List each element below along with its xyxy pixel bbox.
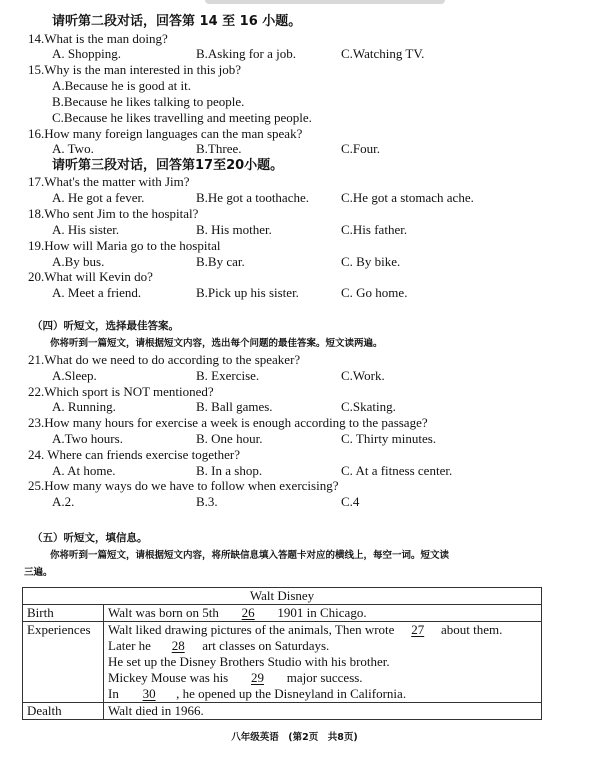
question-23: 23.How many hours for exercise a week is enough according to the passage? bbox=[28, 415, 428, 430]
q22-option-b: B. Ball games. bbox=[196, 399, 273, 414]
death-text: Walt died in 1966. bbox=[104, 703, 542, 720]
q22-option-a: A. Running. bbox=[52, 399, 116, 414]
q18-option-a: A. His sister. bbox=[52, 222, 120, 237]
q20-option-c: C. Go home. bbox=[341, 285, 408, 300]
q24-option-a: A. At home. bbox=[52, 463, 116, 478]
table-title-row bbox=[23, 588, 542, 605]
q15-option-b: B.Because he likes talking to people. bbox=[52, 94, 245, 109]
q19-option-a: A.By bus. bbox=[52, 254, 105, 269]
top-edge-bar bbox=[205, 0, 445, 4]
section4-instruction: 你将听到一篇短文，请根据短文内容，选出每个问题的最佳答案。短文读两遍。 bbox=[50, 338, 383, 349]
experiences-line-5 bbox=[108, 686, 537, 702]
blank-29: 29 bbox=[251, 670, 264, 685]
q24-option-b: B. In a shop. bbox=[196, 463, 263, 478]
section5-title: （五）听短文，填信息。 bbox=[32, 532, 148, 544]
q25-option-c: C.4 bbox=[341, 494, 360, 509]
birth-label: Birth bbox=[23, 605, 104, 622]
q19-option-b: B.By car. bbox=[196, 254, 245, 269]
experiences-line-3: He set up the Disney Brothers Studio with his brother. bbox=[108, 654, 390, 669]
question-15: 15.Why is the man interested in this job? bbox=[28, 62, 242, 77]
death-row bbox=[23, 703, 542, 720]
section5-instruction-line2: 三遍。 bbox=[24, 567, 53, 578]
experiences-cell bbox=[104, 622, 542, 703]
q14-option-a: A. Shopping. bbox=[52, 46, 121, 61]
page-footer: 八年级英语 (第2页 共8页) bbox=[231, 732, 358, 743]
question-25: 25.How many ways do we have to follow when exercising? bbox=[28, 478, 339, 493]
exp1-text-pre: Walt liked drawing pictures of the animals, Then wrote bbox=[108, 622, 395, 637]
experiences-row bbox=[23, 622, 542, 703]
question-21: 21.What do we need to do according to the speaker? bbox=[28, 352, 301, 367]
q20-option-b: B.Pick up his sister. bbox=[196, 285, 299, 300]
experiences-line-1 bbox=[108, 622, 537, 638]
q17-option-a: A. He got a fever. bbox=[52, 190, 145, 205]
experiences-label: Experiences bbox=[23, 622, 104, 703]
q23-option-c: C. Thirty minutes. bbox=[341, 431, 437, 446]
question-17: 17.What's the matter with Jim? bbox=[28, 174, 190, 189]
q14-option-b: B.Asking for a job. bbox=[196, 46, 297, 61]
experiences-line-4 bbox=[108, 670, 537, 686]
experiences-line-2 bbox=[108, 638, 537, 654]
q15-option-a: A.Because he is good at it. bbox=[52, 78, 191, 93]
q19-option-c: C. By bike. bbox=[341, 254, 401, 269]
birth-text-post: 1901 in Chicago. bbox=[277, 605, 367, 620]
question-22: 22.Which sport is NOT mentioned? bbox=[28, 384, 214, 399]
birth-cell bbox=[104, 605, 542, 622]
q21-option-a: A.Sleep. bbox=[52, 368, 97, 383]
q18-option-b: B. His mother. bbox=[196, 222, 272, 237]
blank-27: 27 bbox=[411, 622, 425, 637]
blank-26: 26 bbox=[241, 605, 255, 620]
blank-28: 28 bbox=[171, 638, 185, 653]
table-title: Walt Disney bbox=[23, 588, 542, 605]
section4-title: （四）听短文，选择最佳答案。 bbox=[32, 320, 179, 332]
q23-option-b: B. One hour. bbox=[196, 431, 263, 446]
q17-option-b: B.He got a toothache. bbox=[196, 190, 309, 205]
exp4-text-pre: Mickey Mouse was his bbox=[108, 670, 229, 685]
part2-instruction: 请听第二段对话，回答第 14 至 16 小题。 bbox=[52, 14, 302, 29]
blank-30: 30 bbox=[142, 686, 156, 701]
q15-option-c: C.Because he likes travelling and meeting people. bbox=[52, 110, 312, 125]
question-14: 14.What is the man doing? bbox=[28, 31, 168, 46]
part3-instruction: 请听第三段对话，回答第17至20小题。 bbox=[52, 158, 284, 173]
q25-option-a: A.2. bbox=[52, 494, 75, 509]
question-16: 16.How many foreign languages can the man speak? bbox=[28, 126, 303, 141]
q21-option-b: B. Exercise. bbox=[196, 368, 260, 383]
q20-option-a: A. Meet a friend. bbox=[52, 285, 142, 300]
q16-option-a: A. Two. bbox=[52, 141, 94, 156]
exp1-text-post: about them. bbox=[440, 622, 503, 637]
exp5-text-post: , he opened up the Disneyland in California. bbox=[176, 686, 407, 701]
birth-text-pre: Walt was born on 5th bbox=[108, 605, 219, 620]
q16-option-c: C.Four. bbox=[341, 141, 381, 156]
q17-option-c: C.He got a stomach ache. bbox=[341, 190, 474, 205]
walt-disney-table bbox=[22, 587, 542, 720]
q23-option-a: A.Two hours. bbox=[52, 431, 123, 446]
question-20: 20.What will Kevin do? bbox=[28, 269, 153, 284]
exp5-text-pre: In bbox=[108, 686, 119, 701]
question-19: 19.How will Maria go to the hospital bbox=[28, 238, 221, 253]
death-label: Dealth bbox=[23, 703, 104, 720]
exp2-text-post: art classes on Saturdays. bbox=[202, 638, 330, 653]
exp4-text-post: major success. bbox=[286, 670, 363, 685]
question-18: 18.Who sent Jim to the hospital? bbox=[28, 206, 199, 221]
q16-option-b: B.Three. bbox=[196, 141, 242, 156]
q22-option-c: C.Skating. bbox=[341, 399, 396, 414]
q14-option-c: C.Watching TV. bbox=[341, 46, 425, 61]
q25-option-b: B.3. bbox=[196, 494, 218, 509]
q18-option-c: C.His father. bbox=[341, 222, 408, 237]
question-24: 24. Where can friends exercise together? bbox=[28, 447, 240, 462]
q21-option-c: C.Work. bbox=[341, 368, 385, 383]
section5-instruction-line1: 你将听到一篇短文，请根据短文内容，将所缺信息填入答题卡对应的横线上，每空一词。短文读 bbox=[50, 550, 450, 561]
birth-row bbox=[23, 605, 542, 622]
exp2-text-pre: Later he bbox=[108, 638, 151, 653]
q24-option-c: C. At a fitness center. bbox=[341, 463, 453, 478]
